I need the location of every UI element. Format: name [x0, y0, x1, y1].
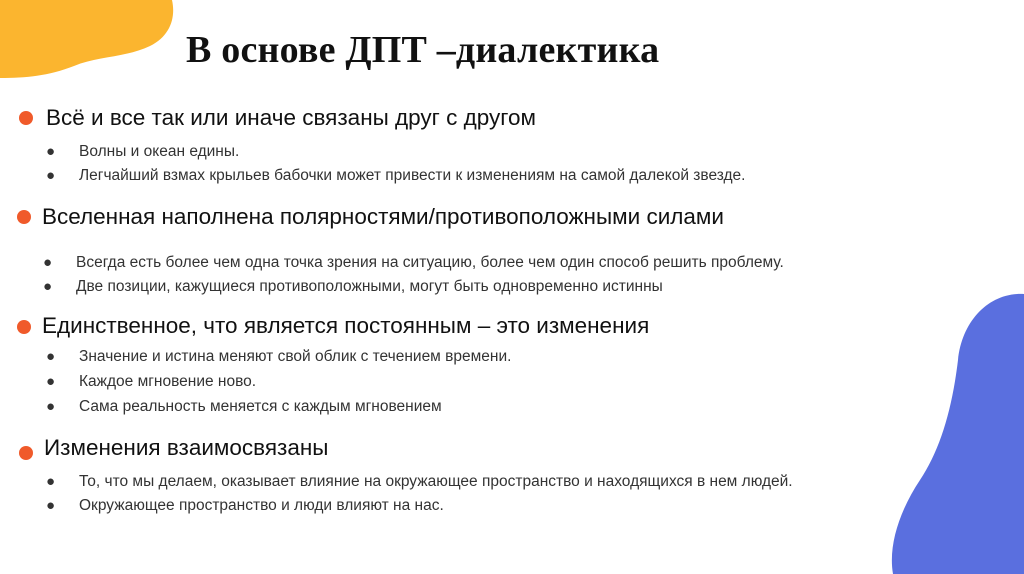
- orange-blob: [0, 0, 173, 78]
- section-heading: Всё и все так или иначе связаны друг с другом: [46, 105, 536, 130]
- list-item: Легчайший взмах крыльев бабочки может привести к изменениям на самой далекой звезде.: [79, 167, 746, 184]
- section-heading: Единственное, что является постоянным – это изменения: [42, 313, 650, 338]
- bullet-dot: ●: [46, 373, 56, 390]
- list-item: Сама реальность меняется с каждым мгновением: [79, 398, 442, 415]
- bullet-dot: ●: [43, 254, 53, 271]
- section-heading: Изменения взаимосвязаны: [44, 435, 329, 460]
- heading-dot: [19, 446, 33, 460]
- bullet-dot: ●: [46, 167, 56, 184]
- list-item: Значение и истина меняют свой облик с течением времени.: [79, 348, 512, 365]
- list-item: Всегда есть более чем одна точка зрения на ситуацию, более чем один способ решить проблему.: [76, 254, 784, 271]
- list-item: Две позиции, кажущиеся противоположными, могут быть одновременно истинны: [76, 278, 663, 295]
- bullet-dot: ●: [46, 497, 56, 514]
- list-item: Окружающее пространство и люди влияют на нас.: [79, 497, 444, 514]
- bullet-dot: ●: [46, 348, 56, 365]
- section-heading: Вселенная наполнена полярностями/противоположными силами: [42, 204, 724, 229]
- heading-dot: [19, 111, 33, 125]
- list-item: Волны и океан едины.: [79, 143, 240, 160]
- heading-dot: [17, 210, 31, 224]
- page-title: В основе ДПТ –диалектика: [186, 29, 660, 71]
- list-item: То, что мы делаем, оказывает влияние на окружающее пространство и находящихся в нем людей.: [79, 473, 793, 490]
- blue-blob: [892, 294, 1024, 574]
- heading-dot: [17, 320, 31, 334]
- bullet-dot: ●: [46, 398, 56, 415]
- list-item: Каждое мгновение ново.: [79, 373, 257, 390]
- bullet-dot: ●: [43, 278, 53, 295]
- bullet-dot: ●: [46, 143, 56, 160]
- bullet-dot: ●: [46, 473, 56, 490]
